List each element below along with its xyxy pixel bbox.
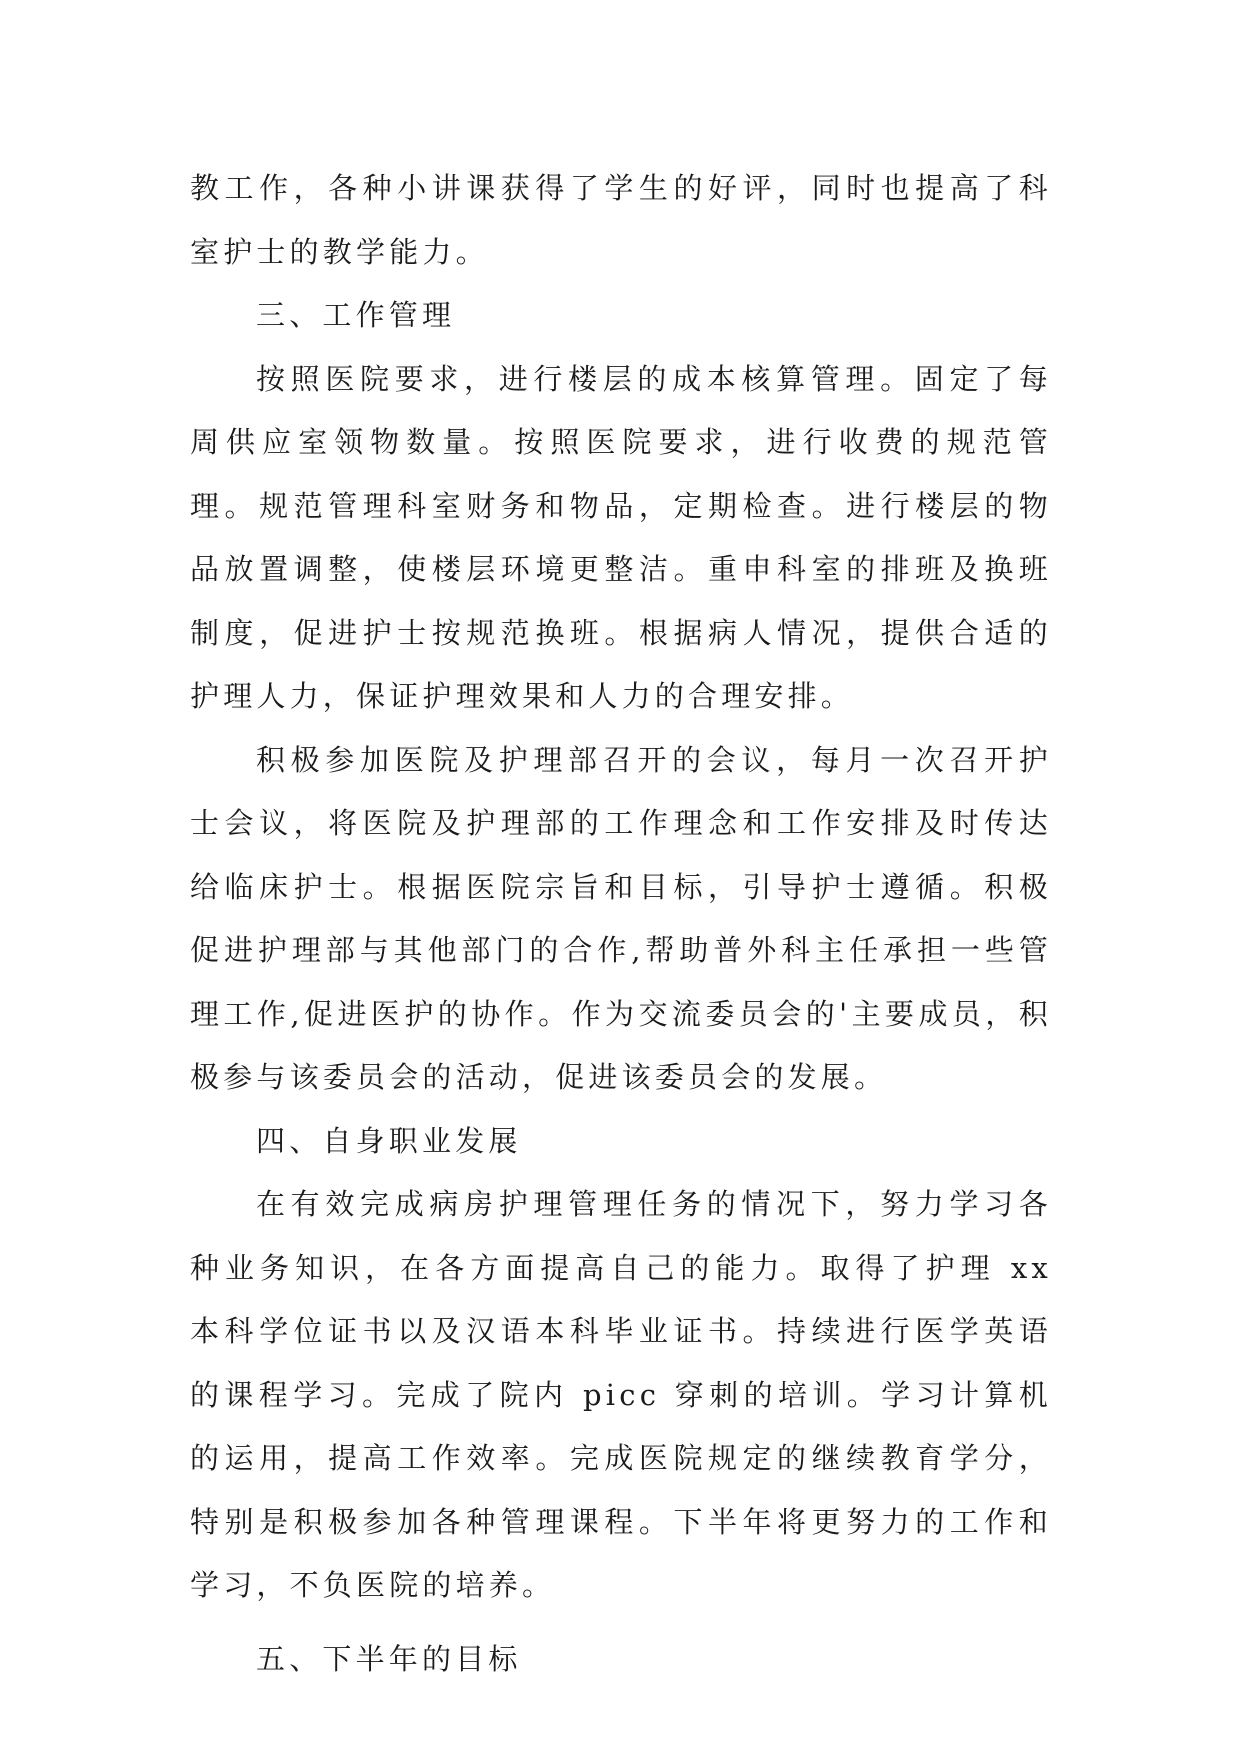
document-page xyxy=(190,157,1052,1691)
paragraph-teaching-continued: 教工作，各种小讲课获得了学生的好评，同时也提高了科室护士的教学能力。 xyxy=(190,171,1052,269)
section-heading-work-management: 三、工作管理 xyxy=(256,298,456,332)
paragraph-cost-management: 按照医院要求，进行楼层的成本核算管理。固定了每周供应室领物数量。按照医院要求，进行收费的规范管理。规范管理科室财务和物品，定期检查。进行楼层的物品放置调整，使楼层环境更整洁。重申科室的排班及换班制度，促进护士按规范换班。根据病人情况，提供合适的护理人力，保证护理效果和人力的合理安排。 xyxy=(190,361,1052,713)
paragraph-self-study: 在有效完成病房护理管理任务的情况下，努力学习各种业务知识，在各方面提高自己的能力。取得了护理 xx 本科学位证书以及汉语本科毕业证书。持续进行医学英语的课程学习。完成了院内 picc 穿刺的培训。学习计算机的运用，提高工作效率。完成医院规定的继续教育学分，特别是积极参加各种管理课程。下半年将更努力的工作和学习，不负医院的培养。 xyxy=(190,1187,1052,1602)
section-heading-career-development: 四、自身职业发展 xyxy=(256,1123,522,1158)
paragraph-meetings-cooperation: 积极参加医院及护理部召开的会议，每月一次召开护士会议，将医院及护理部的工作理念和工作安排及时传达给临床护士。根据医院宗旨和目标，引导护士遵循。积极促进护理部与其他部门的合作,帮助普外科主任承担一些管理工作,促进医护的协作。作为交流委员会的'主要成员，积极参与该委员会的活动，促进该委员会的发展。 xyxy=(190,742,1052,1094)
section-heading-second-half-goals: 五、下半年的目标 xyxy=(256,1641,522,1676)
